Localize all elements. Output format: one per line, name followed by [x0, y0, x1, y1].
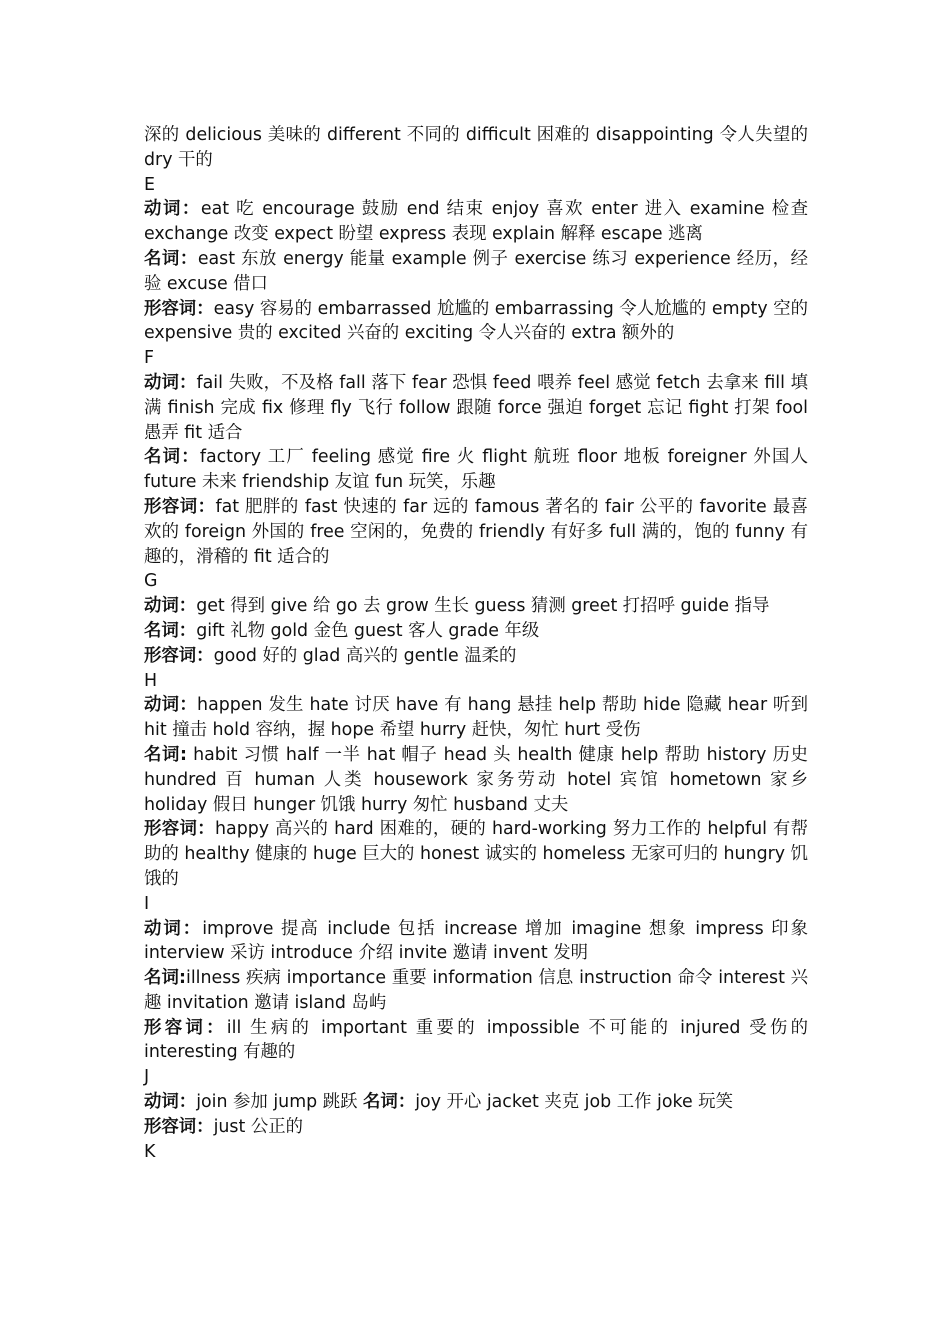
- paragraph-i-verbs: [144, 917, 808, 967]
- paragraph-j-adjectives: [144, 1115, 808, 1140]
- label: 动词：: [144, 596, 197, 617]
- text: F: [144, 348, 155, 369]
- text: join 参加 jump 跳跃: [196, 1092, 364, 1113]
- label: 形容词：: [144, 496, 216, 517]
- text: fail 失败，不及格 fall 落下 fear 恐惧 feed 喂养 feel 感觉 fetch 去拿来 fill 填满 finish 完成 fix 修理 fly 飞行 follow 跟随 force 强迫 forget 忘记 fight 打架 fool 愚弄 fit 适合: [144, 372, 808, 443]
- label: 名词：: [144, 248, 198, 269]
- text: factory 工厂 feeling 感觉 fire 火 flight 航班 floor 地板 foreigner 外国人 future 未来 friendship 友谊 fun 玩笑，乐趣: [144, 447, 808, 493]
- label: 形容词：: [144, 1017, 227, 1038]
- label: 名词:: [144, 744, 187, 765]
- label: 形容词：: [144, 645, 214, 666]
- section-letter-g: [144, 569, 808, 594]
- label: 名词：: [144, 620, 197, 641]
- label: 名词:: [144, 968, 186, 989]
- text-nouns: joy 开心 jacket 夹克 job 工作 joke 玩笑: [415, 1092, 733, 1113]
- paragraph-f-adjectives: [144, 495, 808, 569]
- label: 动词：: [144, 199, 201, 220]
- text: I: [144, 893, 150, 914]
- text: K: [144, 1141, 156, 1162]
- section-letter-i: [144, 892, 808, 917]
- text: eat 吃 encourage 鼓励 end 结束 enjoy 喜欢 enter 进入 examine 检查 exchange 改变 expect 盼望 express 表现 explain 解释 escape 逃离: [144, 199, 808, 245]
- text: G: [144, 571, 158, 592]
- text: ill 生病的 important 重要的 impossible 不可能的 injured 受伤的 interesting 有趣的: [144, 1017, 808, 1063]
- section-letter-h: [144, 669, 808, 694]
- label: 形容词：: [144, 298, 214, 319]
- paragraph-h-adjectives: [144, 817, 808, 891]
- paragraph-e-nouns: [144, 247, 808, 297]
- paragraph-f-verbs: [144, 371, 808, 445]
- text: good 好的 glad 高兴的 gentle 温柔的: [213, 645, 517, 666]
- text: illness 疾病 importance 重要 information 信息 instruction 命令 interest 兴趣 invitation 邀请 island 岛屿: [144, 968, 808, 1013]
- section-letter-j: [144, 1065, 808, 1090]
- label: 动词：: [144, 372, 197, 393]
- text: fat 肥胖的 fast 快速的 far 远的 famous 著名的 fair 公平的 favorite 最喜欢的 foreign 外国的 free 空闲的，免费的 friendly 有好多 full 满的，饱的 funny 有趣的，滑稽的 fit 适合的: [144, 496, 808, 567]
- paragraph-e-adjectives: [144, 297, 808, 347]
- text: E: [144, 174, 155, 195]
- paragraph-i-adjectives: [144, 1016, 808, 1066]
- label-nouns: 名词：: [363, 1092, 416, 1113]
- label: 动词：: [144, 918, 203, 939]
- paragraph-g-adjectives: [144, 644, 808, 669]
- text: east 东放 energy 能量 example 例子 exercise 练习 experience 经历，经验 excuse 借口: [144, 248, 808, 294]
- label: 动词：: [144, 1092, 197, 1113]
- label: 名词：: [144, 447, 200, 468]
- text: improve 提高 include 包括 increase 增加 imagine 想象 impress 印象 interview 采访 introduce 介绍 invite 邀请 invent 发明: [144, 918, 808, 964]
- document-body: [144, 123, 808, 1164]
- text: habit 习惯 half 一半 hat 帽子 head 头 health 健康 help 帮助 history 历史 hundred 百 human 人类 housework 家务劳动 hotel 宾馆 hometown 家乡 holiday 假日 hunger 饥饿 hurry 匆忙 husband 丈夫: [144, 744, 808, 815]
- text: get 得到 give 给 go 去 grow 生长 guess 猜测 greet 打招呼 guide 指导: [196, 596, 770, 617]
- text: happy 高兴的 hard 困难的，硬的 hard-working 努力工作的 helpful 有帮助的 healthy 健康的 huge 巨大的 honest 诚实的 homeless 无家可归的 hungry 饥饿的: [144, 819, 808, 889]
- label: 动词：: [144, 695, 198, 716]
- label: 形容词：: [144, 819, 216, 840]
- paragraph-f-nouns: [144, 445, 808, 495]
- paragraph-d-adjectives: [144, 123, 808, 173]
- paragraph-e-verbs: [144, 197, 808, 247]
- paragraph-h-nouns: [144, 743, 808, 817]
- text: 深的 delicious 美味的 different 不同的 difficult 困难的 disappointing 令人失望的 dry 干的: [144, 125, 808, 170]
- paragraph-g-verbs: [144, 594, 808, 619]
- section-letter-f: [144, 346, 808, 371]
- section-letter-e: [144, 173, 808, 198]
- label: 形容词：: [144, 1116, 214, 1137]
- paragraph-i-nouns: [144, 966, 808, 1016]
- text: gift 礼物 gold 金色 guest 客人 grade 年级: [196, 620, 540, 641]
- paragraph-h-verbs: [144, 693, 808, 743]
- paragraph-j-verbs-nouns: [144, 1090, 808, 1115]
- text: just 公正的: [213, 1116, 304, 1137]
- text: happen 发生 hate 讨厌 have 有 hang 悬挂 help 帮助 hide 隐藏 hear 听到 hit 撞击 hold 容纳，握 hope 希望 hurry 赶快，匆忙 hurt 受伤: [144, 695, 808, 741]
- text: H: [144, 670, 158, 691]
- section-letter-k: [144, 1140, 808, 1165]
- text: easy 容易的 embarrassed 尬尴的 embarrassing 令人尬尴的 empty 空的 expensive 贵的 excited 兴奋的 exciting 令人兴奋的 extra 额外的: [144, 298, 808, 344]
- paragraph-g-nouns: [144, 619, 808, 644]
- text: J: [144, 1067, 150, 1088]
